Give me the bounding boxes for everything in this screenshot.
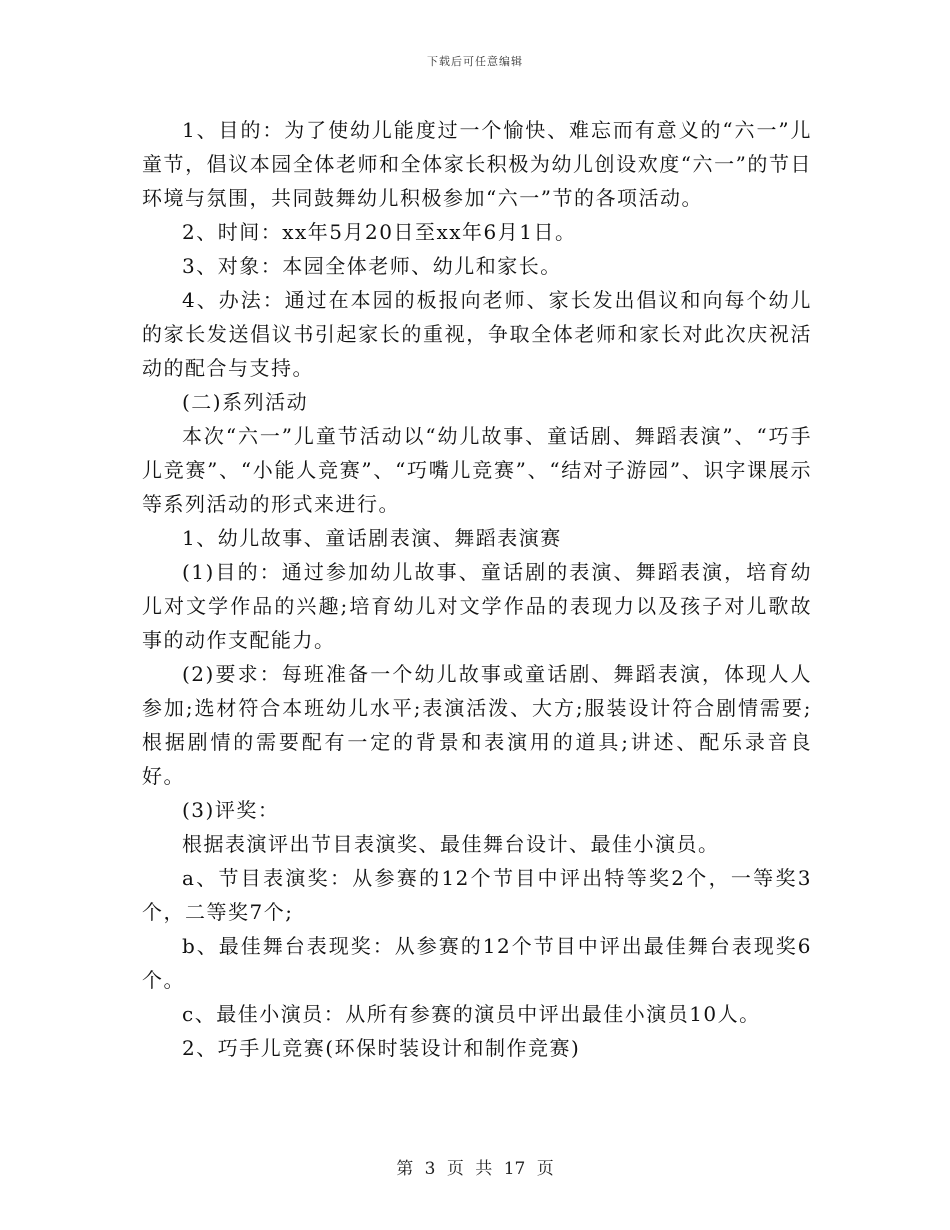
paragraph-time: 2、时间：xx年5月20日至xx年6月1日。 <box>182 220 577 244</box>
subheading-handcraft: 2、巧手儿竞赛(环保时装设计和制作竞赛) <box>182 1036 581 1060</box>
paragraph-series-intro: 本次“六一”儿童节活动以“幼儿故事、童话剧、舞蹈表演”、“巧手儿竞赛”、“小能人竞赛”、“巧嘴儿竞赛”、“结对子游园”、识字课展示等系列活动的形式来进行。 <box>142 424 812 516</box>
page-header: 下载后可任意编辑 <box>427 55 523 68</box>
paragraph-performance-purpose: (1)目的：通过参加幼儿故事、童话剧的表演、舞蹈表演，培育幼儿对文学作品的兴趣;培育幼儿对文学作品的表现力以及孩子对儿歌故事的动作支配能力。 <box>142 560 812 652</box>
paragraph-award-c: c、最佳小演员：从所有参赛的演员中评出最佳小演员10人。 <box>182 1002 761 1026</box>
paragraph-awards-intro: 根据表演评出节目表演奖、最佳舞台设计、最佳小演员。 <box>182 832 720 856</box>
paragraph-method: 4、办法：通过在本园的板报向老师、家长发出倡议和向每个幼儿的家长发送倡议书引起家长的重视，争取全体老师和家长对此次庆祝活动的配合与支持。 <box>142 288 812 380</box>
subheading-performance: 1、幼儿故事、童话剧表演、舞蹈表演赛 <box>182 526 562 550</box>
paragraph-award-a: a、节目表演奖：从参赛的12个节目中评出特等奖2个，一等奖3个，二等奖7个; <box>142 866 812 924</box>
paragraph-audience: 3、对象：本园全体老师、幼儿和家长。 <box>182 254 562 278</box>
paragraph-purpose: 1、目的：为了使幼儿能度过一个愉快、难忘而有意义的“六一”儿童节，倡议本园全体老师和全体家长积极为幼儿创设欢度“六一”的节日环境与氛围，共同鼓舞幼儿积极参加“六一”节的各项活动。 <box>142 118 812 210</box>
paragraph-award-b: b、最佳舞台表现奖：从参赛的12个节目中评出最佳舞台表现奖6个。 <box>142 934 812 992</box>
paragraph-performance-requirements: (2)要求：每班准备一个幼儿故事或童话剧、舞蹈表演，体现人人参加;选材符合本班幼儿水平;表演活泼、大方;服装设计符合剧情需要;根据剧情的需要配有一定的背景和表演用的道具;讲述、配乐录音良好。 <box>142 662 812 788</box>
section-heading-series: (二)系列活动 <box>182 390 309 414</box>
page-footer: 第 3 页 共 17 页 <box>396 1159 554 1179</box>
document-body <box>142 113 812 1065</box>
paragraph-awards-heading: (3)评奖： <box>182 798 280 822</box>
